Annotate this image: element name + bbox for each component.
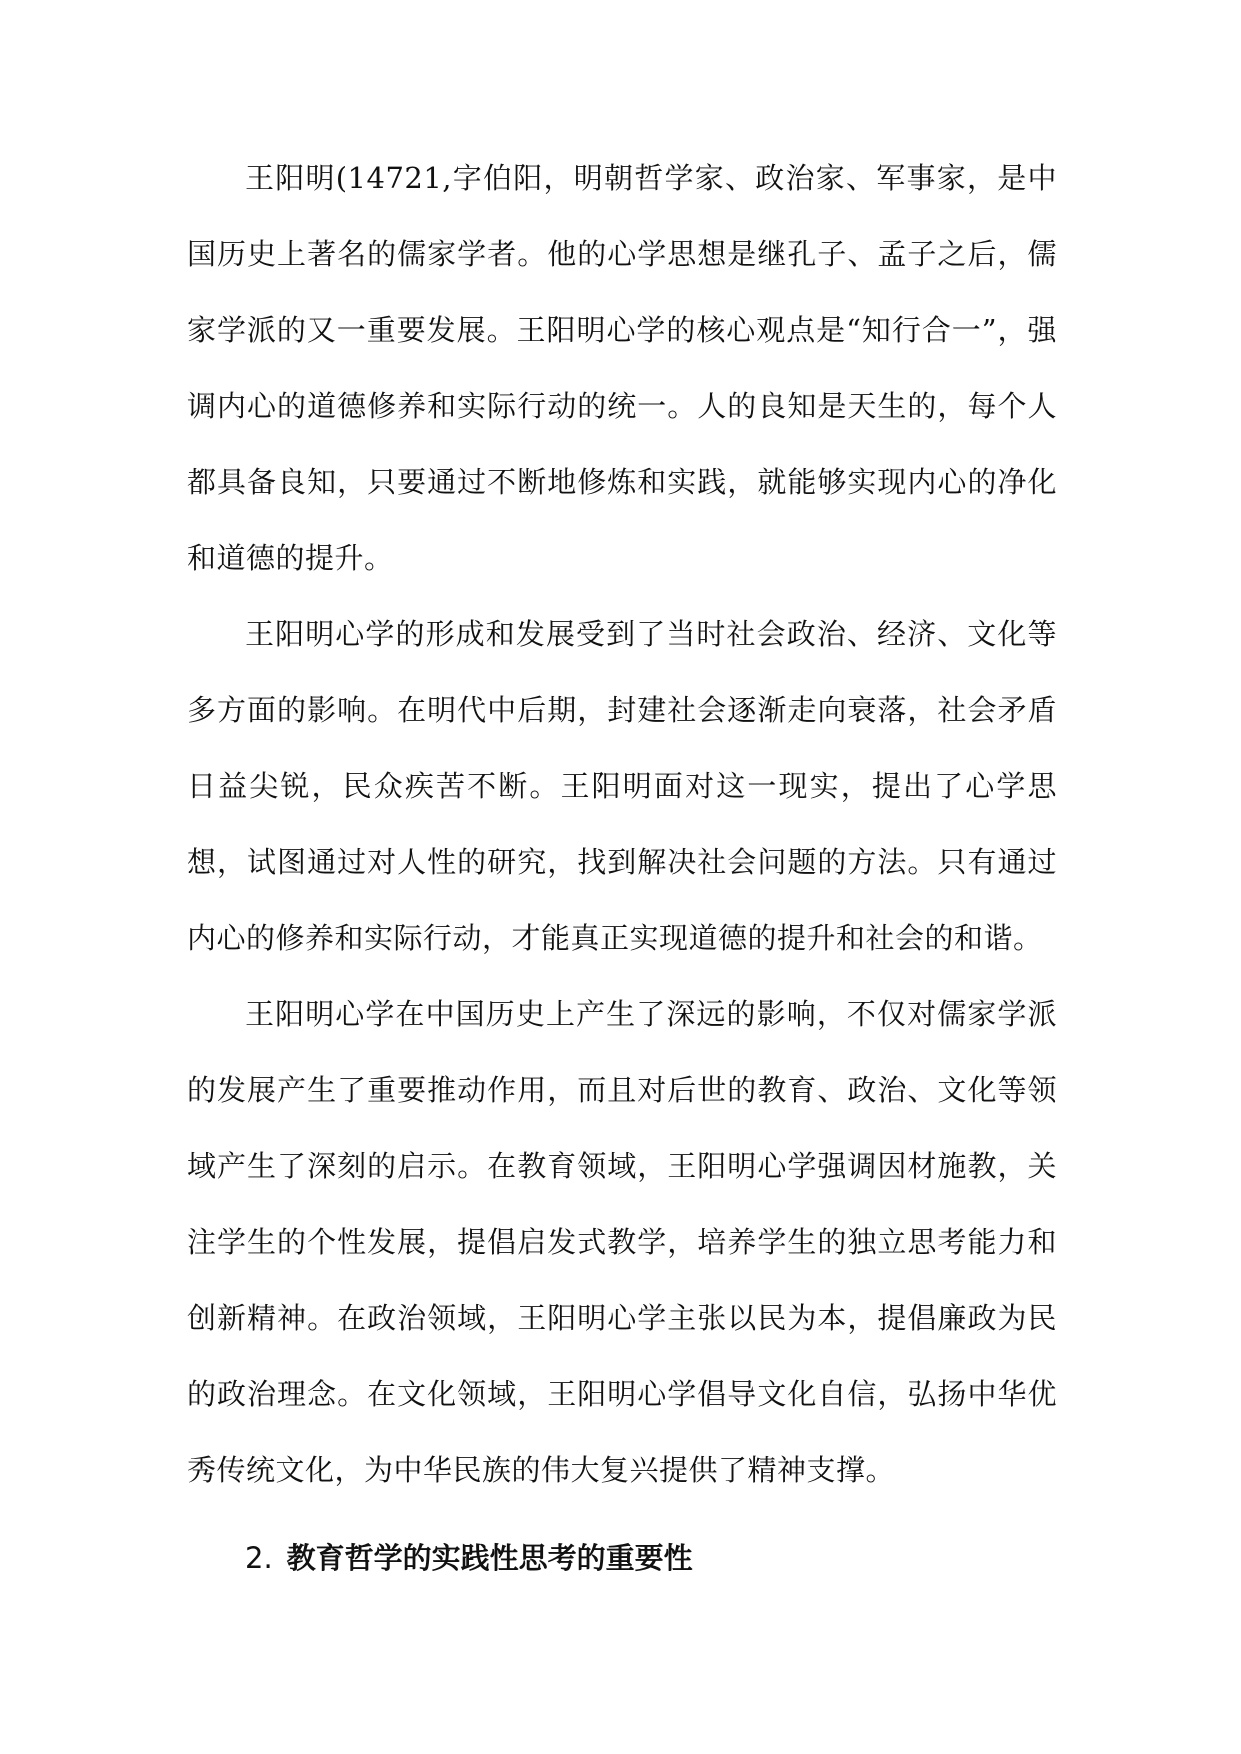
section-heading <box>187 1518 1057 1598</box>
paragraph-2: 王阳明心学的形成和发展受到了当时社会政治、经济、文化等多方面的影响。在明代中后期，封建社会逐渐走向衰落，社会矛盾日益尖锐，民众疾苦不断。王阳明面对这一现实，提出了心学思想，试图通过对人性的研究，找到解决社会问题的方法。只有通过内心的修养和实际行动，才能真正实现道德的提升和社会的和谐。 <box>187 617 1057 955</box>
paragraph-3: 王阳明心学在中国历史上产生了深远的影响，不仅对儒家学派的发展产生了重要推动作用，而且对后世的教育、政治、文化等领域产生了深刻的启示。在教育领域，王阳明心学强调因材施教，关注学生的个性发展，提倡启发式教学，培养学生的独立思考能力和创新精神。在政治领域，王阳明心学主张以民为本，提倡廉政为民的政治理念。在文化领域，王阳明心学倡导文化自信，弘扬中华优秀传统文化，为中华民族的伟大复兴提供了精神支撑。 <box>187 997 1057 1487</box>
paragraph-1: 王阳明(14721,字伯阳，明朝哲学家、政治家、军事家，是中国历史上著名的儒家学者。他的心学思想是继孔子、孟子之后，儒家学派的又一重要发展。王阳明心学的核心观点是“知行合一”，强调内心的道德修养和实际行动的统一。人的良知是天生的，每个人都具备良知，只要通过不断地修炼和实践，就能够实现内心的净化和道德的提升。 <box>187 161 1057 575</box>
section-number: 2. <box>245 1541 273 1575</box>
section-title: 教育哲学的实践性思考的重要性 <box>286 1541 693 1575</box>
document-body <box>187 140 1057 1598</box>
